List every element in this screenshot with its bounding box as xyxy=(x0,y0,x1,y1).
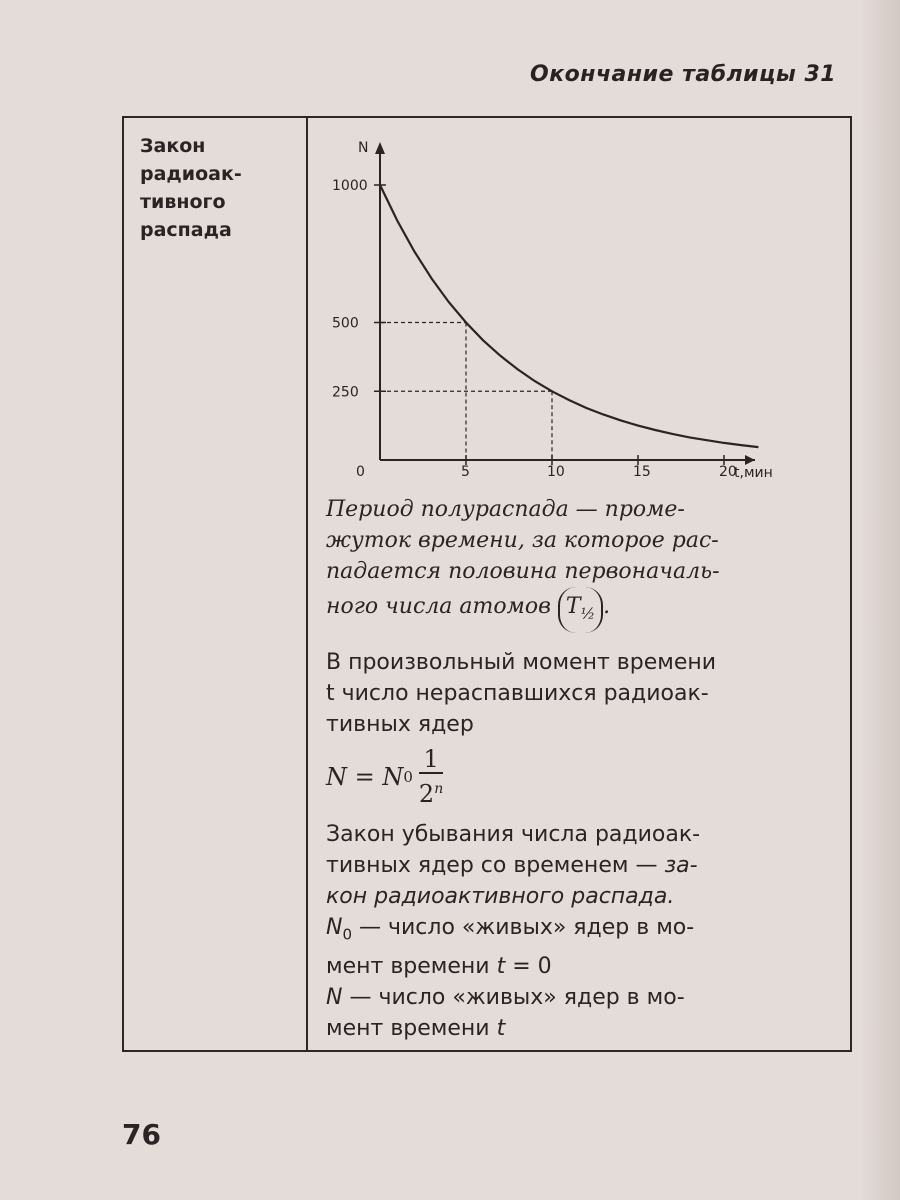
note-text: — число «живых» ядер в мо- xyxy=(352,915,695,941)
law-title-line: тивного xyxy=(140,191,226,213)
formula-numerator: 1 xyxy=(419,746,442,774)
table-continuation-header: Окончание таблицы 31 xyxy=(530,62,837,87)
y-tick-label: 500 xyxy=(332,315,359,332)
definition-end: . xyxy=(603,594,611,619)
page-number: 76 xyxy=(122,1118,161,1151)
page-edge xyxy=(860,0,900,1200)
x-tick-label: 15 xyxy=(633,464,651,480)
note-text: — число «живых» ядер в мо- xyxy=(342,984,685,1010)
law-text-line: тивных ядер со временем — xyxy=(326,853,665,879)
half-life-definition xyxy=(326,494,846,633)
half-life-symbol xyxy=(558,587,603,633)
note-symbol-sub: 0 xyxy=(342,925,353,944)
definition-line: Период полураспада — проме- xyxy=(326,497,685,522)
formula-lhs-sub: 0 xyxy=(403,768,413,787)
x-axis-label: t,мин xyxy=(734,465,773,481)
decay-chart xyxy=(320,138,773,488)
law-title-line: радиоак- xyxy=(140,163,242,185)
formula-fraction xyxy=(419,746,443,809)
law-title-line: распада xyxy=(140,219,232,241)
column-divider xyxy=(306,118,308,1050)
half-life-symbol-letter: T xyxy=(565,594,581,619)
x-axis-arrow xyxy=(745,455,755,465)
note-text: мент времени xyxy=(326,1015,497,1041)
statement-line: t число нераспавшихся радиоак- xyxy=(326,681,709,707)
x-tick-label: 10 xyxy=(547,464,565,480)
note-n xyxy=(326,982,846,1044)
law-title-line: Закон xyxy=(140,135,206,157)
x-tick-label: 5 xyxy=(461,464,470,480)
y-axis-arrow xyxy=(375,142,385,154)
note-var: t xyxy=(496,953,506,979)
law-name-part: кон радиоактивного распада. xyxy=(326,884,675,910)
note-symbol: N xyxy=(326,915,343,941)
statement-line: тивных ядер xyxy=(326,712,474,738)
formula-lhs: N = N xyxy=(326,763,404,792)
x-tick-label: 20 xyxy=(719,464,737,480)
formula-denominator-exp: n xyxy=(434,781,444,798)
x-tick-label: 0 xyxy=(356,464,365,480)
law-text-line: Закон убывания числа радиоак- xyxy=(326,822,701,848)
law-table xyxy=(122,116,852,1052)
statement xyxy=(326,647,846,740)
y-tick-label: 250 xyxy=(332,384,359,401)
formula-denominator xyxy=(419,774,443,809)
formula-denominator-base: 2 xyxy=(418,780,435,809)
decay-formula xyxy=(326,746,846,809)
half-life-symbol-sub: ½ xyxy=(580,604,596,623)
note-var: t xyxy=(496,1015,506,1041)
y-axis-label: N xyxy=(358,140,369,156)
law-title xyxy=(140,132,300,244)
statement-line: В произвольный момент времени xyxy=(326,650,717,676)
decay-curve xyxy=(380,185,758,447)
description-text xyxy=(326,494,846,1044)
y-tick-label: 1000 xyxy=(332,178,368,194)
law-text xyxy=(326,819,846,912)
note-n0 xyxy=(326,912,846,981)
definition-line: ного числа атомов xyxy=(326,594,551,619)
law-name-part: за- xyxy=(664,853,698,879)
note-tail: = 0 xyxy=(505,953,552,979)
definition-line: жуток времени, за которое рас- xyxy=(326,528,719,553)
note-text: мент времени xyxy=(326,953,497,979)
definition-line: падается половина первоначаль- xyxy=(326,559,720,584)
note-symbol: N xyxy=(326,984,343,1010)
